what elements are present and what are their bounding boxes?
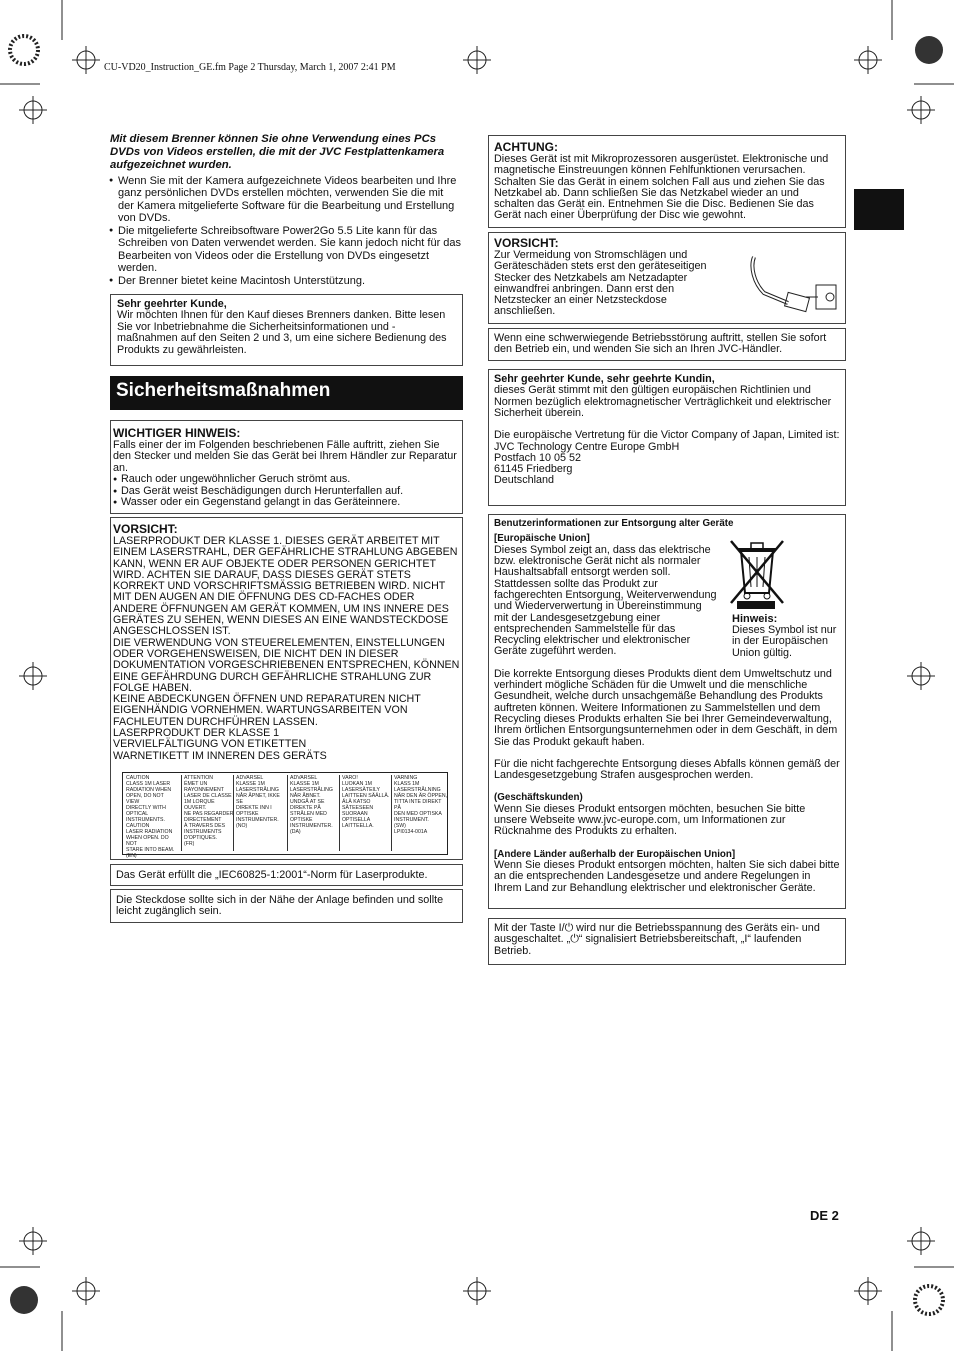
laser-caution-text: LASERPRODUKT DER KLASSE 1	[113, 727, 280, 740]
power-plug-icon	[744, 253, 839, 313]
eu-address-line: Deutschland	[494, 474, 555, 487]
laser-caution-text: WARNETIKETT IM INNEREN DES GERÄTS	[113, 749, 327, 762]
eu-rep-text: Die europäische Vertretung für die Victor Company of Japan, Limited ist:	[494, 429, 840, 442]
important-title: WICHTIGER HINWEIS:	[113, 426, 241, 440]
page-number: DE 2	[810, 1208, 839, 1223]
important-box	[110, 420, 463, 514]
language-tab	[854, 189, 904, 230]
laser-caution-text: LASERPRODUKT DER KLASSE 1. DIESES GERÄT ARBEITET MIT EINEM LASERSTRAHL, DER GEFÄHRLICHE STRAHLUNG ABGEBEN KANN, WENN ER AUF OBJEKTE ODER PERSONEN GERICHTET WIRD. ACHTEN SIE DARAUF, DASS DIESES GERÄT STETS KORREKT UND VORSCHRIFTSMÄSSIG BETRIEBEN WIRD. NICHT MIT DEN AUGEN AN DIE ÖFFNUNG DES CD-FACHES ODER ANDERE ÖFFNUNGEN AM GERÄT KOMMEN, UM INS INNERE DES GERÄTES ZU SEHEN, WENN DIESES AN EINE WANDSTECKDOSE ANGESCHLOSSEN IST.	[113, 535, 458, 638]
malfunction-box	[488, 328, 846, 361]
iec-note-box	[110, 864, 463, 886]
label-cell: ADVARSEL KLASSE 1M LASERSTRÅLING NÅR ÅPNET, IKKE SE DIREKTE INN I OPTISKE INSTRUMENTER. (NO)	[233, 775, 286, 851]
laser-caution-text: KEINE ABDECKUNGEN ÖFFNEN UND REPARATUREN NICHT EIGENHÄNDIG VORNEHMEN. WARTUNGSARBEITEN VON FACHLEUTEN DURCHFÜHREN LASSEN.	[113, 693, 421, 728]
laser-caution-text: DIE VERWENDUNG VON STEUERELEMENTEN, EINSTELLUNGEN ODER VORGEHENSWEISEN, DIE NICHT DEN IN DIESER DOKUMENTATION VORGESCHRIEBENEN ENTSPRECHEN, KÖNNEN EINE GEFÄHRDUNG DURCH GEFÄHRLICHE STRAHLUNG ZUR FOLGE HABEN.	[113, 636, 460, 694]
label-cell: ATTENTION ÉMET UN RAYONNEMENT LASER DE CLASSE 1M LORQUE OUVERT. NE PAS REGARDER DIRECTEMENT À TRAVERS DES INSTRUMENTS D'OPTIQUES. (FR)	[181, 775, 234, 851]
disposal-p2: Die korrekte Entsorgung dieses Produkts dient dem Umweltschutz und verhindert mögliche Schäden für die Umwelt und die menschliche Gesundheit, welche durch unsachgemäße Behandlung des Produkts auftreten können. Weitere Informationen zu Sammelstellen und dem Recycling dieses Produkts erhalten Sie bei Ihrer Gemeindeverwaltung, Ihrem örtlichen Entsorgungsunternehmen oder in dem Geschäft, in dem Sie das Produkt gekauft haben.	[494, 667, 838, 748]
eu-address-line: 61145 Friedberg	[494, 463, 573, 476]
achtung-title: ACHTUNG:	[494, 140, 558, 154]
eu-customer-box	[488, 369, 846, 506]
intro-bullet: ● Wenn Sie mit der Kamera aufgezeichnete Videos bearbeiten und Ihre ganz persönlichen DVDs erstellen möchten, verwenden Sie die mit der Kamera mitgelieferte Software für die Bearbeitung und Erstellung von DVDs.	[110, 175, 462, 224]
achtung-text: Dieses Gerät ist mit Mikroprozessoren ausgerüstet. Elektronische und magnetische Einstreuungen können Fehlfunktionen verursachen. Schalten Sie das Gerät in einem solchen Fall aus und ziehen Sie das Netzkabel ab. Dann schließen Sie das Netzkabel wieder an und schalten das Gerät ein. Entnehmen Sie die Disc. Bedienen Sie das Gerät nach einer Überprüfung der Disc wie gewohnt.	[494, 153, 829, 222]
important-text: Falls einer der im Folgenden beschriebenen Fälle auftritt, ziehen Sie den Stecker und melden Sie das Gerät bei Ihrem Händler zur Reparatur an.	[113, 439, 457, 474]
socket-note-box	[110, 889, 463, 923]
black-bar	[737, 601, 775, 609]
intro-bullet: ● Der Brenner bietet keine Macintosh Unterstützung.	[110, 275, 462, 287]
vorsicht-text: Zur Vermeidung von Stromschlägen und Geräteschäden stets erst den geräteseitigen Stecker des Netzkabels am Netzadapter einwandfrei anbringen. Dann erst den Netzstecker an einer Netzsteckdose anschließen.	[494, 249, 707, 318]
disposal-eu-text: Dieses Symbol zeigt an, dass das elektrische bzw. elektronische Gerät nicht als normaler Haushaltsabfall entsorgt werden soll. Stattdessen sollte das Produkt zur fachgerechten Entsorgung, Weiterverwendung und Wiederverwertung in Übereinstimmung mit der Landesgesetzgebung einer entsprechenden Sammelstelle für das Recycling elektrischer und elektronischer Geräte zugeführt werden.	[494, 543, 717, 658]
eu-customer-text: dieses Gerät stimmt mit den gültigen europäischen Richtlinien und Normen bezüglich elektromagnetischer Verträglichkeit und elektrischer Sicherheit überein.	[494, 384, 832, 419]
important-item: ● Wasser oder ein Gegenstand gelangt in das Geräteinnere.	[113, 497, 460, 508]
power-note-box	[488, 918, 846, 965]
laser-caution-title: VORSICHT:	[113, 522, 178, 536]
label-cell: VARNING KLASS 1M LASERSTRÅLNING NÄR DEN ÄR ÖPPEN, TITTA INTE DIREKT PÅ DEN MED OPTISKA INSTRUMENT. (SW) LPI0134-001A	[391, 775, 448, 851]
label-cell: VARO! LUOKAN 1M LASERSÄTEILY LAITTEEN SÄÄLLÄ. ÄLÄ KATSO SÄTEESEEN SUORAAN OPTISELLA LAITTEELLA.	[339, 775, 392, 851]
power-note: Mit der Taste I/⏻ wird nur die Betriebsspannung des Geräts ein- und ausgeschaltet. „⏻“ signalisiert Betriebsbereitschaft, „I“ laufenden Betrieb.	[494, 922, 820, 957]
eu-address-line: JVC Technology Centre Europe GmbH	[494, 440, 680, 453]
hint-text: Dieses Symbol ist nur in der Europäischen Union gültig.	[732, 624, 837, 659]
disposal-other-head: [Andere Länder außerhalb der Europäischen Union]	[494, 848, 736, 860]
iec-note: Das Gerät erfüllt die „IEC60825-1:2001“-Norm für Laserprodukte.	[116, 869, 428, 881]
disposal-title: Benutzerinformationen zur Entsorgung alter Geräte	[494, 518, 734, 529]
eu-customer-title: Sehr geehrter Kunde, sehr geehrte Kundin,	[494, 373, 715, 385]
file-header: CU-VD20_Instruction_GE.fm Page 2 Thursday, March 1, 2007 2:41 PM	[104, 62, 396, 73]
disposal-biz-text: Wenn Sie dieses Produkt entsorgen möchten, besuchen Sie bitte unsere Webseite www.jvc-europe.com, um Informationen zur Rücknahme des Produkts zu erhalten.	[494, 802, 806, 838]
dear-customer-box	[110, 294, 463, 366]
important-item: ● Das Gerät weist Beschädigungen durch Herunterfallen auf.	[113, 486, 460, 497]
hint-title: Hinweis:	[732, 613, 778, 625]
important-list	[113, 474, 460, 508]
vorsicht-title: VORSICHT:	[494, 236, 559, 250]
intro-bullets	[110, 175, 462, 289]
disposal-p3: Für die nicht fachgerechte Entsorgung dieses Abfalls können gemäß der Landesgesetzgebung Strafen ausgesprochen werden.	[494, 757, 840, 782]
intro-bullet: ● Die mitgelieferte Schreibsoftware Power2Go 5.5 Lite kann für das Schreiben von Daten verwendet werden. Sie kann jedoch nicht für das Bearbeiten von Videos oder die Erstellung von DVDs eingesetzt werden.	[110, 225, 462, 274]
vorsicht-box	[488, 232, 846, 324]
laser-caution-text: VERVIELFÄLTIGUNG VON ETIKETTEN	[113, 738, 307, 751]
socket-note: Die Steckdose sollte sich in der Nähe der Anlage befinden und sollte leicht zugänglich sein.	[116, 894, 444, 918]
eu-address-line: Postfach 10 05 52	[494, 451, 582, 464]
section-title: Sicherheitsmaßnahmen	[110, 376, 463, 410]
disposal-eu-head: [Europäische Union]	[494, 533, 590, 545]
label-cell: ADVARSEL KLASSE 1M LASERSTRÅLING NÅR ÅBNET. UNDGÅ AT SE DIREKTE PÅ STRÅLEN MED OPTISKE INSTRUMENTER. (DA)	[287, 775, 340, 851]
disposal-other-text: Wenn Sie dieses Produkt entsorgen möchten, halten Sie sich dabei bitte an die entsprechenden Landesgesetze und andere Regelungen in Ihrem Land zur Behandlung elektrischer und elektronischer Geräte.	[494, 859, 840, 894]
warning-label	[122, 772, 448, 859]
intro-title: Mit diesem Brenner können Sie ohne Verwendung eines PCs DVDs von Videos erstellen, die mit der JVC Festplattenkamera aufgezeichnet wurden.	[110, 133, 445, 171]
label-cell: CAUTION CLASS 1M LASER RADIATION WHEN OPEN, DO NOT VIEW DIRECTLY WITH OPTICAL INSTRUMENTS. CAUTION LASER RADIATION WHEN OPEN. DO NOT STARE INTO BEAM.(EN)	[126, 775, 175, 859]
malfunction-text: Wenn eine schwerwiegende Betriebsstörung auftritt, stellen Sie sofort den Betrieb ein, und wenden Sie sich an Ihren JVC-Händler.	[494, 332, 827, 356]
important-item: ● Rauch oder ungewöhnlicher Geruch strömt aus.	[113, 474, 460, 485]
disposal-biz-head: (Geschäftskunden)	[494, 792, 583, 804]
dear-customer-title: Sehr geehrter Kunde,	[117, 298, 227, 310]
disposal-box	[488, 514, 846, 909]
dear-customer-text: Wir möchten Ihnen für den Kauf dieses Brenners danken. Bitte lesen Sie vor Inbetriebnahme die Sicherheitsinformationen und -maßnahmen auf den Seiten 2 und 3, um eine sichere Bedienung des Produkts zu gewährleisten.	[117, 309, 447, 356]
achtung-box	[488, 135, 846, 228]
